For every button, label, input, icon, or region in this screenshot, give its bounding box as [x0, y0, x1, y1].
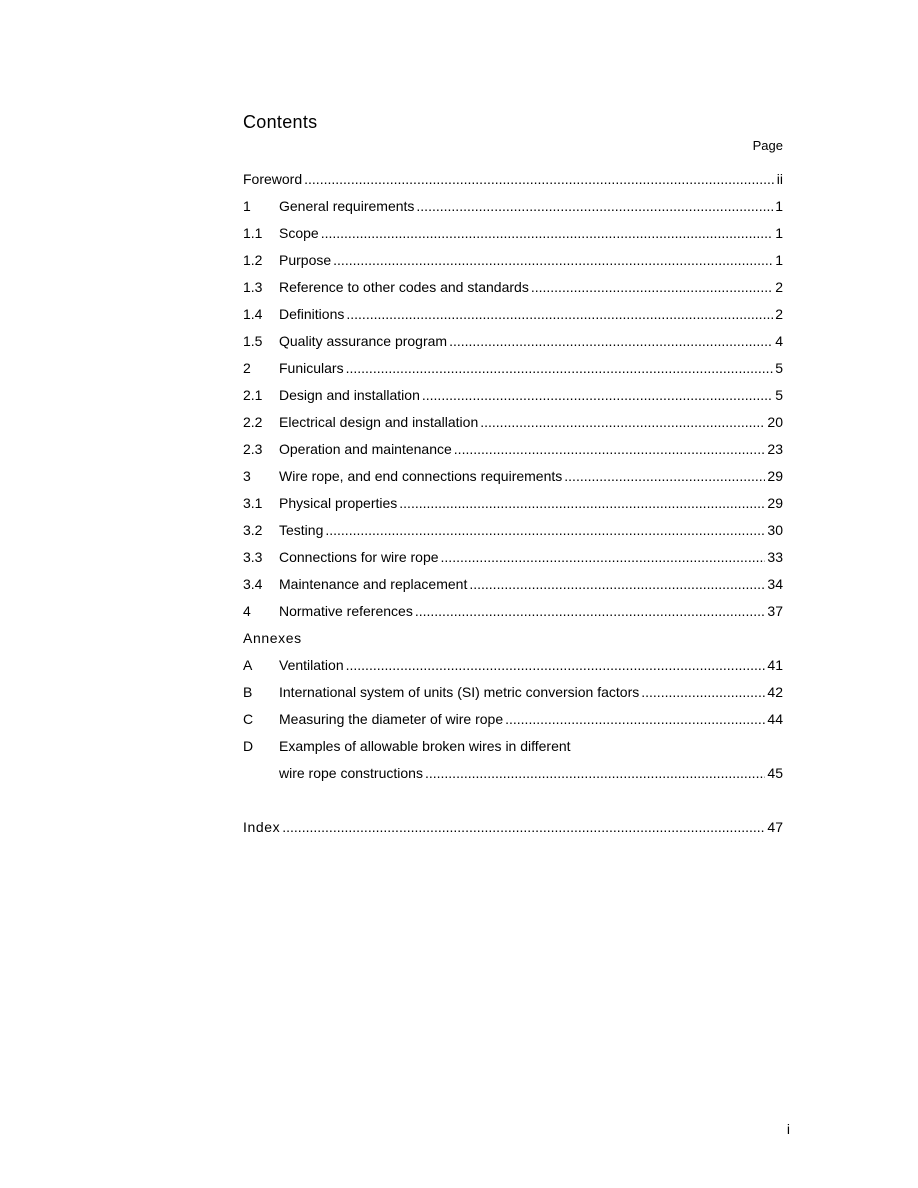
toc-entry-number: 1.2: [243, 251, 263, 268]
table-of-contents: [243, 165, 783, 840]
toc-entry-number: 1.1: [243, 224, 263, 241]
toc-entry-label: Electrical design and installation: [279, 413, 479, 430]
toc-entry-page: 33: [767, 548, 783, 565]
toc-entry[interactable]: [243, 570, 783, 597]
toc-entry-label: Examples of allowable broken wires in different: [279, 737, 571, 754]
toc-entry-label: Testing: [279, 521, 324, 538]
annexes-heading: Annexes: [243, 629, 302, 646]
dot-leader: [415, 603, 766, 619]
toc-entry[interactable]: [243, 219, 783, 246]
toc-entry-page: 29: [767, 494, 783, 511]
dot-leader: [346, 306, 773, 322]
toc-entry-label: International system of units (SI) metric conversion factors: [279, 683, 640, 700]
dot-leader: [416, 198, 773, 214]
dot-leader: [454, 441, 766, 457]
toc-entry-page: 42: [767, 683, 783, 700]
dot-leader: [321, 225, 774, 241]
toc-entry[interactable]: [243, 678, 783, 705]
toc-entry-number: 3: [243, 467, 251, 484]
dot-leader: [469, 576, 765, 592]
toc-entry[interactable]: [243, 732, 783, 759]
dot-leader: [441, 549, 766, 565]
page-number: i: [786, 1121, 790, 1137]
toc-entry-page: 20: [767, 413, 783, 430]
toc-entry-label: Connections for wire rope: [279, 548, 439, 565]
page-title: Contents: [243, 112, 318, 132]
toc-entry-page: 4: [775, 332, 783, 349]
toc-entry-label: Scope: [279, 224, 319, 241]
toc-entry-page: 41: [767, 656, 783, 673]
toc-entry-label: Purpose: [279, 251, 332, 268]
dot-leader: [564, 468, 765, 484]
toc-entry-number: 2: [243, 359, 251, 376]
toc-entry[interactable]: [243, 381, 783, 408]
toc-entry-label: Ventilation: [279, 656, 344, 673]
toc-entry-number: 4: [243, 602, 251, 619]
toc-entry-label: Wire rope, and end connections requirements: [279, 467, 563, 484]
toc-entry[interactable]: [243, 300, 783, 327]
dot-leader: [449, 333, 773, 349]
toc-entry-label: Foreword: [243, 170, 303, 187]
dot-leader: [505, 711, 765, 727]
toc-entry-number: 3.2: [243, 521, 263, 538]
toc-entry-page: 5: [775, 359, 783, 376]
toc-entry-page: 34: [767, 575, 783, 592]
toc-entry-number: 1.4: [243, 305, 263, 322]
toc-entry[interactable]: [243, 543, 783, 570]
dot-leader: [480, 414, 765, 430]
toc-entry-label: Design and installation: [279, 386, 420, 403]
toc-entry-number: 1: [243, 197, 251, 214]
dot-leader: [304, 171, 775, 187]
toc-entry-label: General requirements: [279, 197, 415, 214]
toc-entry[interactable]: [243, 489, 783, 516]
toc-entry-page: 37: [767, 602, 783, 619]
toc-entry-label: Quality assurance program: [279, 332, 448, 349]
toc-entry-index[interactable]: [243, 813, 783, 840]
toc-entry-number: 2.2: [243, 413, 263, 430]
toc-entry[interactable]: [243, 273, 783, 300]
toc-entry-label: Measuring the diameter of wire rope: [279, 710, 504, 727]
toc-entry-label: wire rope constructions: [279, 764, 423, 781]
toc-entry[interactable]: [243, 192, 783, 219]
toc-entry[interactable]: [243, 408, 783, 435]
toc-entry-page: 2: [775, 305, 783, 322]
dot-leader: [399, 495, 765, 511]
toc-entry-page: 29: [767, 467, 783, 484]
toc-entry-number: 1.3: [243, 278, 263, 295]
toc-entry-page: ii: [776, 170, 783, 187]
toc-entry-page: 1: [775, 197, 783, 214]
toc-entry-number: 3.4: [243, 575, 263, 592]
toc-entry-number: A: [243, 656, 253, 673]
page-column-label: Page: [752, 138, 783, 153]
toc-entry-page: 5: [775, 386, 783, 403]
dot-leader: [346, 360, 774, 376]
toc-entry-label: Normative references: [279, 602, 413, 619]
toc-entry[interactable]: [243, 597, 783, 624]
toc-entry-label: Funiculars: [279, 359, 344, 376]
toc-entry-page: 23: [767, 440, 783, 457]
toc-entry[interactable]: [243, 759, 783, 786]
toc-entry-page: 45: [767, 764, 783, 781]
toc-entry-page: 30: [767, 521, 783, 538]
dot-leader: [531, 279, 773, 295]
dot-leader: [346, 657, 766, 673]
toc-entry-number: D: [243, 737, 254, 754]
dot-leader: [282, 819, 765, 835]
toc-entry-page: 1: [775, 251, 783, 268]
dot-leader: [422, 387, 773, 403]
toc-entry-number: 3.1: [243, 494, 263, 511]
toc-entry-page: 47: [767, 818, 783, 835]
dot-leader: [425, 765, 765, 781]
toc-entry-page: 44: [767, 710, 783, 727]
toc-entry[interactable]: [243, 651, 783, 678]
dot-leader: [325, 522, 765, 538]
toc-entry-page: 1: [775, 224, 783, 241]
annex-entries: [243, 651, 783, 786]
toc-entry[interactable]: [243, 462, 783, 489]
toc-entry-label: Operation and maintenance: [279, 440, 452, 457]
toc-entry-number: 2.3: [243, 440, 263, 457]
toc-entry-number: 2.1: [243, 386, 263, 403]
toc-entry[interactable]: [243, 705, 783, 732]
toc-entry-label: Reference to other codes and standards: [279, 278, 529, 295]
toc-entry-label: Physical properties: [279, 494, 398, 511]
toc-entry-label: Index: [243, 818, 281, 835]
toc-entries: [243, 165, 783, 624]
toc-entry[interactable]: [243, 327, 783, 354]
toc-entry-number: 3.3: [243, 548, 263, 565]
toc-entry-page: 2: [775, 278, 783, 295]
toc-entry-number: 1.5: [243, 332, 263, 349]
toc-entry-label: Definitions: [279, 305, 345, 322]
dot-leader: [333, 252, 773, 268]
dot-leader: [641, 684, 765, 700]
toc-entry-number: C: [243, 710, 254, 727]
toc-entry[interactable]: [243, 516, 783, 543]
toc-entry-label: Maintenance and replacement: [279, 575, 468, 592]
toc-entry[interactable]: [243, 246, 783, 273]
toc-entry-number: B: [243, 683, 253, 700]
toc-entry[interactable]: [243, 354, 783, 381]
toc-entry[interactable]: [243, 435, 783, 462]
toc-entry[interactable]: [243, 165, 783, 192]
